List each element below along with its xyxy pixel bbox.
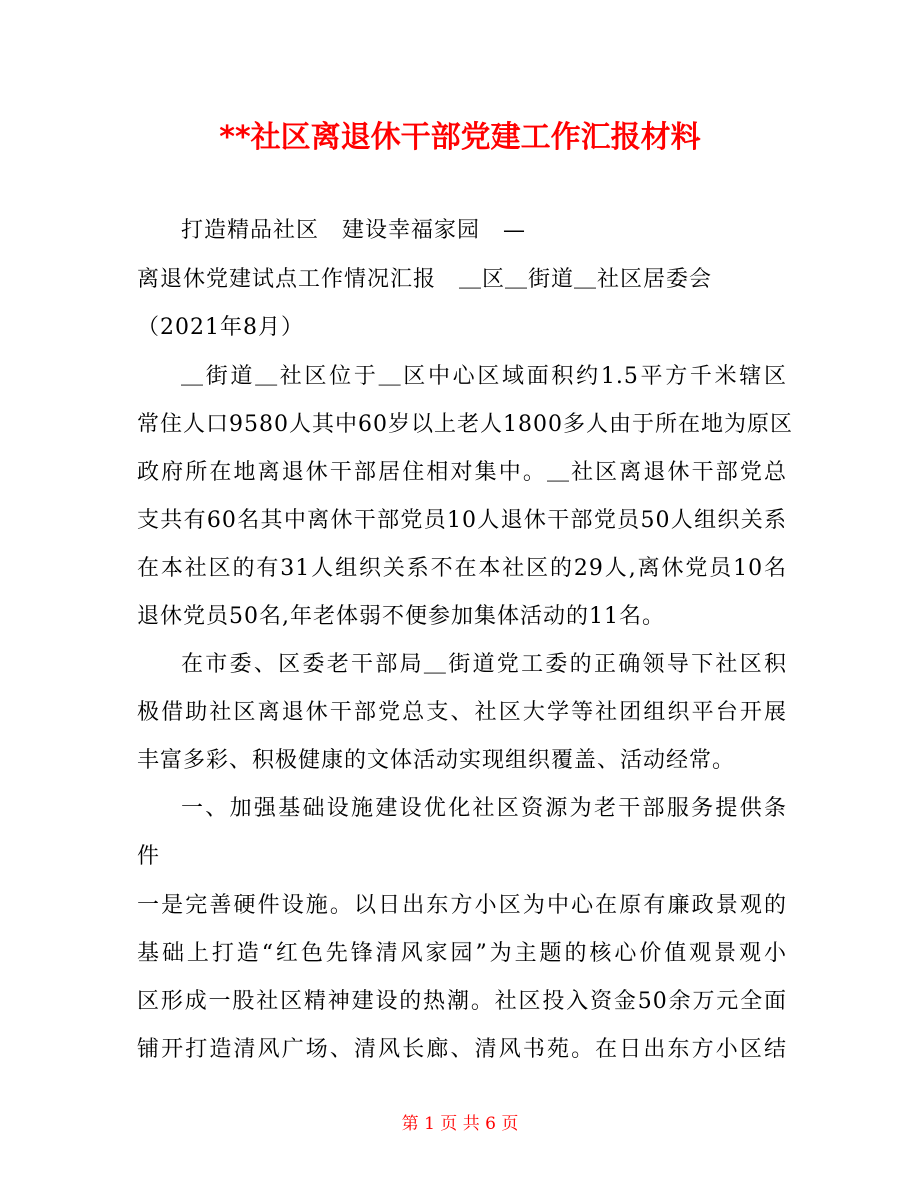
text-line: 铺开打造清风广场、清风长廊、清风书苑。在日出东方小区结 — [137, 1037, 787, 1062]
text-line: 支共有60名其中离休干部党员10人退休干部党员50人组织关系 — [137, 508, 787, 533]
text-line: 丰富多彩、积极健康的文体活动实现组织覆盖、活动经常。 — [137, 748, 736, 773]
page-number-footer: 第 1 页 共 6 页 — [401, 1114, 519, 1134]
text-line: 区形成一股社区精神建设的热潮。社区投入资金50余万元全面 — [137, 989, 787, 1014]
section-heading-line: 件 — [137, 844, 161, 869]
text-line: 在市委、区委老干部局＿街道党工委的正确领导下社区积 — [181, 652, 787, 677]
text-line: ＿街道＿社区位于＿区中心区域面积约1.5平方千米辖区 — [181, 364, 787, 389]
section-heading-line: 一、加强基础设施建设优化社区资源为老干部服务提供条 — [181, 796, 787, 821]
text-line: 在本社区的有31人组织关系不在本社区的29人,离休党员10名 — [137, 556, 787, 581]
text-line: 打造精品社区 建设幸福家园 — — [181, 218, 527, 243]
text-line: 基础上打造“红色先锋清风家园”为主题的核心价值观景观小 — [137, 941, 787, 966]
text-line: 政府所在地离退休干部居住相对集中。＿社区离退休干部党总 — [137, 460, 787, 485]
text-line: 一是完善硬件设施。以日出东方小区为中心在原有廉政景观的 — [137, 893, 787, 918]
text-line: 常住人口9580人其中60岁以上老人1800多人由于所在地为原区 — [137, 412, 793, 437]
document-title: **社区离退休干部党建工作汇报材料 — [219, 120, 701, 155]
text-line: 极借助社区离退休干部党总支、社区大学等社团组织平台开展 — [137, 700, 787, 725]
text-line: （2021年8月） — [137, 315, 304, 340]
text-line: 离退休党建试点工作情况汇报 ＿区＿街道＿社区居委会 — [137, 267, 713, 292]
text-line: 退休党员50名,年老体弱不便参加集体活动的11名。 — [137, 604, 665, 629]
